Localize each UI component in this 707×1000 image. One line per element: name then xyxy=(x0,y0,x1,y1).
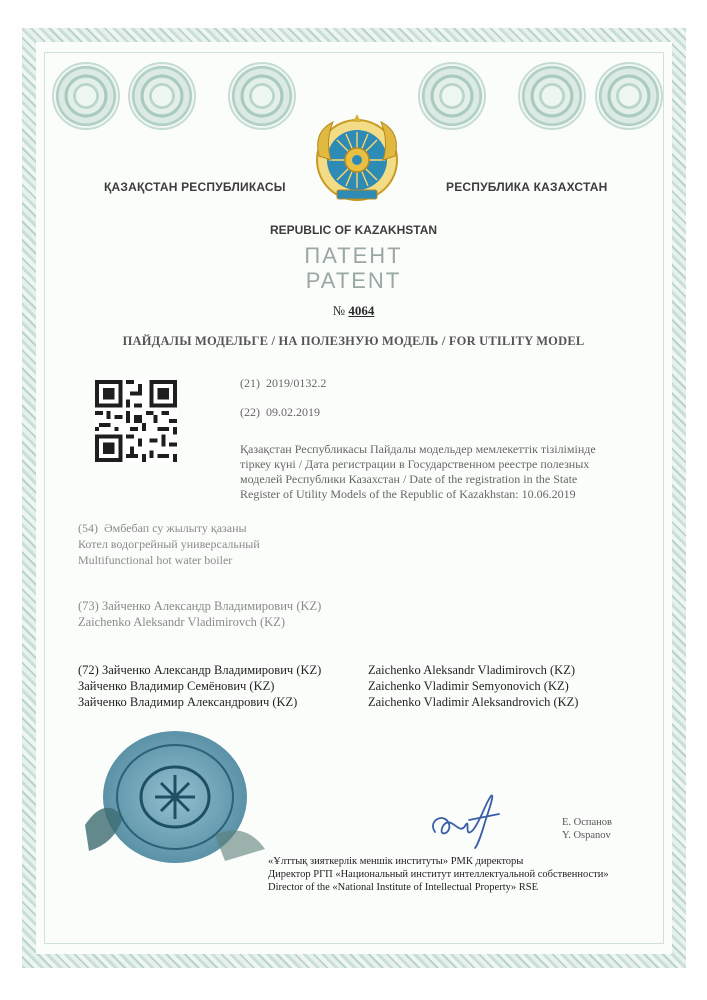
official-seal-icon xyxy=(75,725,275,865)
signer-name-en: Y. Ospanov xyxy=(562,830,611,841)
registration-date-block xyxy=(240,442,640,502)
registration-line: Қазақстан Республикасы Пайдалы модельдер мемлекеттік тізілімінде xyxy=(240,442,596,456)
registration-line: тіркеу күні / Дата регистрации в Государственном реестре полезных xyxy=(240,457,590,471)
field-72-code: (72) xyxy=(78,663,99,677)
patent-title-ru: ПАТЕНТ xyxy=(304,243,403,268)
title-kz: Әмбебап су жылыту қазаны xyxy=(104,521,247,535)
author-ru: Зайченко Владимир Александрович (KZ) xyxy=(78,695,298,709)
director-line: «Ұлттық зияткерлік меншік институты» РМК директоры xyxy=(268,856,524,867)
owner-en: Zaichenko Aleksandr Vladimirovch (KZ) xyxy=(78,615,286,629)
header-left: ҚАЗАҚСТАН РЕСПУБЛИКАСЫ xyxy=(104,180,286,194)
guilloche-rosette xyxy=(518,62,586,130)
registration-line: моделей Республики Казахстан / Date of the registration in the State xyxy=(240,472,578,486)
signer-name xyxy=(562,816,612,842)
title-en: Multifunctional hot water boiler xyxy=(78,553,233,567)
signer-name-kz: Е. Оспанов xyxy=(562,817,613,828)
director-line: Директор РГП «Национальный институт интеллектуальной собственности» xyxy=(268,869,609,880)
author-en: Zaichenko Aleksandr Vladimirovch (KZ) xyxy=(368,663,576,677)
guilloche-rosette xyxy=(418,62,486,130)
header-center: REPUBLIC OF KAZAKHSTAN xyxy=(269,223,438,237)
field-22-value: 09.02.2019 xyxy=(266,405,320,419)
header-right: РЕСПУБЛИКА КАЗАХСТАН xyxy=(446,180,608,194)
signature-icon xyxy=(425,790,515,850)
author-ru: Зайченко Владимир Семёнович (KZ) xyxy=(78,679,275,693)
qr-code-icon xyxy=(95,380,177,462)
guilloche-rosette xyxy=(128,62,196,130)
guilloche-rosette xyxy=(228,62,296,130)
author-ru: Зайченко Александр Владимирович (KZ) xyxy=(101,663,322,677)
patent-title-en: PATENT xyxy=(305,268,402,293)
author-en: Zaichenko Vladimir Aleksandrovich (KZ) xyxy=(368,695,579,709)
field-22-code: (22) xyxy=(240,405,260,419)
director-line: Director of the «National Institute of Intellectual Property» RSE xyxy=(268,882,539,893)
guilloche-rosette xyxy=(52,62,120,130)
registration-line: Register of Utility Models of the Republic of Kazakhstan: 10.06.2019 xyxy=(240,487,576,501)
field-21-value: 2019/0132.2 xyxy=(266,376,327,390)
field-54-title xyxy=(78,520,260,568)
field-73-code: (73) xyxy=(78,599,99,613)
field-21-code: (21) xyxy=(240,376,260,390)
field-72-authors-en xyxy=(368,662,578,710)
field-21 xyxy=(240,376,326,391)
patent-type: ПАЙДАЛЫ МОДЕЛЬГЕ / НА ПОЛЕЗНУЮ МОДЕЛЬ / FOR UTILITY MODEL xyxy=(122,334,585,348)
owner-ru: Зайченко Александр Владимирович (KZ) xyxy=(101,599,322,613)
title-ru: Котел водогрейный универсальный xyxy=(78,537,260,551)
field-72-authors-ru xyxy=(78,662,321,710)
number-value: 4064 xyxy=(348,303,375,318)
state-emblem-icon xyxy=(311,112,403,204)
director-title xyxy=(268,855,609,894)
patent-number xyxy=(0,303,707,319)
number-prefix: № xyxy=(332,303,346,318)
author-en: Zaichenko Vladimir Semyonovich (KZ) xyxy=(368,679,569,693)
field-22 xyxy=(240,405,320,420)
field-73-owner xyxy=(78,598,321,630)
field-54-code: (54) xyxy=(78,521,98,535)
guilloche-rosette xyxy=(595,62,663,130)
